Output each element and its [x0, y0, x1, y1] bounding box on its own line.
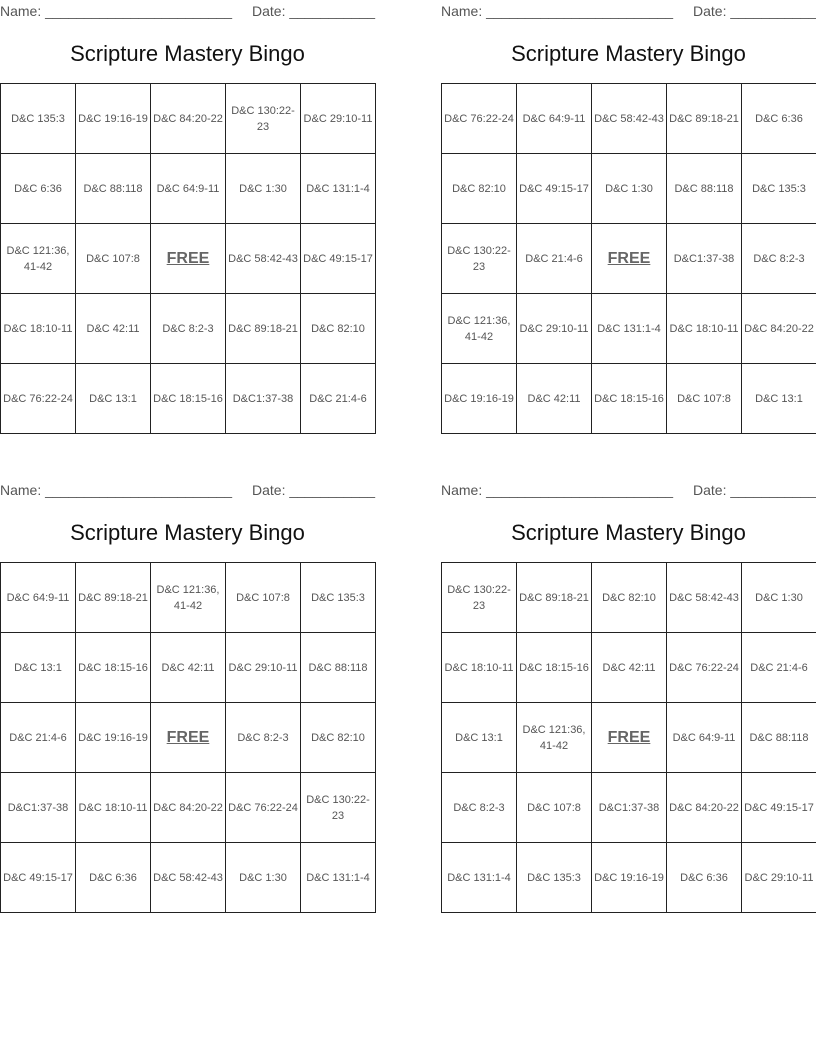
bingo-row [1, 773, 376, 843]
bingo-row [1, 843, 376, 913]
bingo-cell: D&C 130:22-23 [226, 84, 301, 154]
bingo-cell: D&C 19:16-19 [442, 364, 517, 434]
bingo-cell: D&C 88:118 [667, 154, 742, 224]
bingo-cell: D&C 89:18-21 [76, 563, 151, 633]
bingo-cell: D&C 6:36 [76, 843, 151, 913]
bingo-cell: D&C 58:42-43 [226, 224, 301, 294]
bingo-cell: D&C 76:22-24 [226, 773, 301, 843]
bingo-cell: D&C 88:118 [301, 633, 376, 703]
date-field-label: Date: ___________ [252, 482, 375, 498]
name-field-label: Name: ________________________ [0, 482, 232, 498]
bingo-cell: D&C 64:9-11 [1, 563, 76, 633]
bingo-row [1, 563, 376, 633]
bingo-cell: D&C 18:10-11 [442, 633, 517, 703]
bingo-cell: D&C 135:3 [301, 563, 376, 633]
bingo-cell: D&C 82:10 [592, 563, 667, 633]
bingo-grid [0, 562, 376, 913]
bingo-row [442, 364, 816, 434]
bingo-cell: D&C 29:10-11 [226, 633, 301, 703]
bingo-cell: D&C 130:22-23 [442, 563, 517, 633]
bingo-cell: D&C 42:11 [592, 633, 667, 703]
bingo-cell: D&C 13:1 [742, 364, 816, 434]
bingo-cell: D&C1:37-38 [1, 773, 76, 843]
bingo-cell: D&C 18:10-11 [1, 294, 76, 364]
bingo-row [442, 224, 816, 294]
bingo-cell: D&C 121:36, 41-42 [1, 224, 76, 294]
card-header [0, 1, 375, 21]
bingo-row [1, 294, 376, 364]
bingo-row [442, 154, 816, 224]
name-field-label: Name: ________________________ [0, 3, 232, 19]
bingo-row [1, 703, 376, 773]
bingo-cell: D&C 49:15-17 [301, 224, 376, 294]
card-header [441, 480, 816, 500]
bingo-cell: D&C 131:1-4 [442, 843, 517, 913]
bingo-cell: D&C 42:11 [151, 633, 226, 703]
date-field-label: Date: ___________ [693, 3, 816, 19]
card-title: Scripture Mastery Bingo [511, 41, 746, 66]
free-space-cell: FREE [151, 224, 226, 294]
bingo-cell: D&C 18:15-16 [151, 364, 226, 434]
bingo-cell: D&C 13:1 [1, 633, 76, 703]
date-field-label: Date: ___________ [693, 482, 816, 498]
bingo-cell: D&C 76:22-24 [442, 84, 517, 154]
bingo-cell: D&C 82:10 [301, 294, 376, 364]
bingo-cell: D&C 29:10-11 [742, 843, 816, 913]
bingo-cell: D&C 29:10-11 [517, 294, 592, 364]
free-space-cell: FREE [592, 703, 667, 773]
bingo-cell: D&C 6:36 [1, 154, 76, 224]
bingo-cell: D&C 8:2-3 [151, 294, 226, 364]
bingo-cell: D&C 64:9-11 [667, 703, 742, 773]
bingo-cell: D&C 89:18-21 [517, 563, 592, 633]
bingo-cell: D&C 18:15-16 [592, 364, 667, 434]
bingo-cell: D&C 121:36, 41-42 [151, 563, 226, 633]
bingo-row [442, 84, 816, 154]
bingo-cell: D&C 76:22-24 [1, 364, 76, 434]
bingo-row [1, 224, 376, 294]
bingo-cell: D&C 135:3 [742, 154, 816, 224]
free-space-cell: FREE [151, 703, 226, 773]
bingo-cell: D&C 19:16-19 [76, 703, 151, 773]
bingo-cell: D&C 107:8 [226, 563, 301, 633]
bingo-cell: D&C 21:4-6 [517, 224, 592, 294]
bingo-cell: D&C 42:11 [76, 294, 151, 364]
bingo-cell: D&C 6:36 [742, 84, 816, 154]
bingo-cell: D&C 1:30 [226, 154, 301, 224]
bingo-grid [0, 83, 376, 434]
bingo-cell: D&C 42:11 [517, 364, 592, 434]
card-title: Scripture Mastery Bingo [511, 520, 746, 545]
bingo-cell: D&C 21:4-6 [1, 703, 76, 773]
bingo-cell: D&C 58:42-43 [151, 843, 226, 913]
bingo-row [1, 364, 376, 434]
bingo-cell: D&C 131:1-4 [301, 843, 376, 913]
bingo-cell: D&C 1:30 [592, 154, 667, 224]
bingo-row [442, 843, 816, 913]
free-space-cell: FREE [592, 224, 667, 294]
bingo-cell: D&C 8:2-3 [742, 224, 816, 294]
bingo-cell: D&C 84:20-22 [151, 773, 226, 843]
bingo-cell: D&C 84:20-22 [151, 84, 226, 154]
bingo-cell: D&C 6:36 [667, 843, 742, 913]
bingo-cell: D&C 82:10 [442, 154, 517, 224]
bingo-cell: D&C 76:22-24 [667, 633, 742, 703]
bingo-grid [441, 83, 816, 434]
bingo-cell: D&C 82:10 [301, 703, 376, 773]
card-title: Scripture Mastery Bingo [70, 41, 305, 66]
bingo-cell: D&C 131:1-4 [592, 294, 667, 364]
bingo-row [1, 154, 376, 224]
bingo-cell: D&C 49:15-17 [742, 773, 816, 843]
bingo-cell: D&C 131:1-4 [301, 154, 376, 224]
name-field-label: Name: ________________________ [441, 482, 673, 498]
bingo-cell: D&C 8:2-3 [442, 773, 517, 843]
bingo-cell: D&C 29:10-11 [301, 84, 376, 154]
bingo-cell: D&C 84:20-22 [742, 294, 816, 364]
bingo-cell: D&C 130:22-23 [301, 773, 376, 843]
bingo-cell: D&C 1:30 [226, 843, 301, 913]
bingo-cell: D&C 49:15-17 [1, 843, 76, 913]
bingo-cell: D&C 8:2-3 [226, 703, 301, 773]
bingo-cell: D&C 58:42-43 [592, 84, 667, 154]
bingo-cell: D&C 88:118 [76, 154, 151, 224]
bingo-cell: D&C 18:10-11 [667, 294, 742, 364]
name-field-label: Name: ________________________ [441, 3, 673, 19]
bingo-cell: D&C 107:8 [667, 364, 742, 434]
bingo-cell: D&C 19:16-19 [592, 843, 667, 913]
bingo-row [442, 773, 816, 843]
bingo-cell: D&C 13:1 [442, 703, 517, 773]
date-field-label: Date: ___________ [252, 3, 375, 19]
bingo-cell: D&C 18:15-16 [76, 633, 151, 703]
card-header [441, 1, 816, 21]
bingo-cell: D&C 89:18-21 [667, 84, 742, 154]
bingo-cell: D&C 64:9-11 [151, 154, 226, 224]
bingo-cell: D&C 89:18-21 [226, 294, 301, 364]
bingo-cell: D&C 21:4-6 [742, 633, 816, 703]
bingo-cell: D&C 121:36, 41-42 [442, 294, 517, 364]
bingo-cell: D&C 58:42-43 [667, 563, 742, 633]
bingo-cell: D&C1:37-38 [592, 773, 667, 843]
bingo-cell: D&C 18:15-16 [517, 633, 592, 703]
bingo-cell: D&C 18:10-11 [76, 773, 151, 843]
bingo-row [442, 563, 816, 633]
bingo-row [442, 703, 816, 773]
card-header [0, 480, 375, 500]
bingo-row [442, 294, 816, 364]
bingo-cell: D&C 121:36, 41-42 [517, 703, 592, 773]
bingo-cell: D&C 130:22-23 [442, 224, 517, 294]
bingo-row [442, 633, 816, 703]
card-title: Scripture Mastery Bingo [70, 520, 305, 545]
bingo-cell: D&C 21:4-6 [301, 364, 376, 434]
bingo-cell: D&C 107:8 [76, 224, 151, 294]
bingo-cell: D&C1:37-38 [667, 224, 742, 294]
bingo-cell: D&C 135:3 [1, 84, 76, 154]
bingo-cell: D&C 135:3 [517, 843, 592, 913]
bingo-cell: D&C 13:1 [76, 364, 151, 434]
bingo-cell: D&C 84:20-22 [667, 773, 742, 843]
bingo-cell: D&C 64:9-11 [517, 84, 592, 154]
bingo-cell: D&C 107:8 [517, 773, 592, 843]
bingo-row [1, 84, 376, 154]
bingo-cell: D&C 88:118 [742, 703, 816, 773]
bingo-cell: D&C 19:16-19 [76, 84, 151, 154]
bingo-cell: D&C1:37-38 [226, 364, 301, 434]
bingo-cell: D&C 49:15-17 [517, 154, 592, 224]
bingo-cell: D&C 1:30 [742, 563, 816, 633]
bingo-grid [441, 562, 816, 913]
bingo-row [1, 633, 376, 703]
